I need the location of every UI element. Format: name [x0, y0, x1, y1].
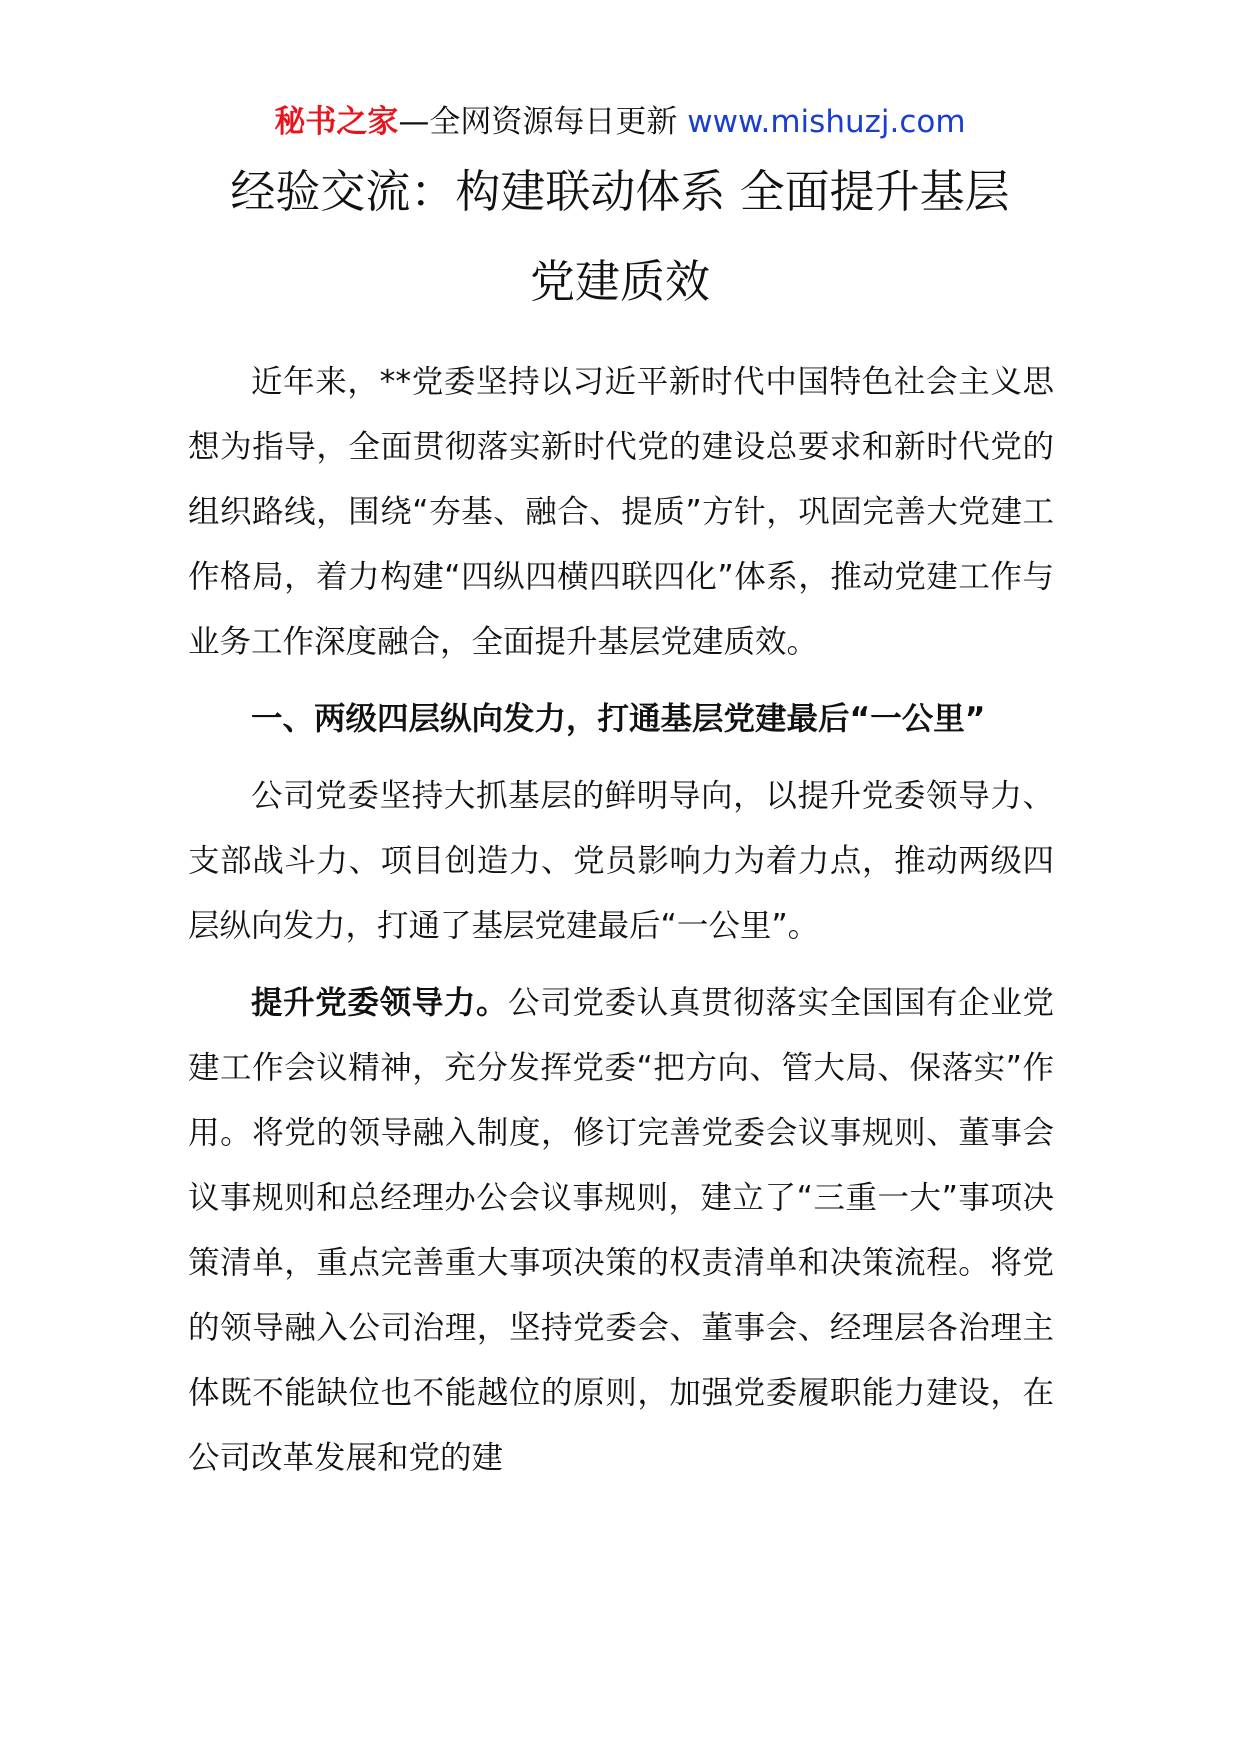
banner-url[interactable]: www.mishuzj.com: [687, 104, 966, 140]
document-body: [188, 350, 1054, 1491]
item-text: 公司党委认真贯彻落实全国国有企业党建工作会议精神，充分发挥党委“把方向、管大局、保落实”作用。将党的领导融入制度，修订完善党委会议事规则、董事会议事规则和总经理办公会议事规则，建立了“三重一大”事项决策清单，重点完善重大事项决策的权责清单和决策流程。将党的领导融入公司治理，坚持党委会、董事会、经理层各治理主体既不能缺位也不能越位的原则，加强党委履职能力建设，在公司改革发展和党的建: [188, 985, 1054, 1476]
item-paragraph: [188, 971, 1054, 1491]
site-banner: [0, 100, 1240, 144]
section-paragraph: 公司党委坚持大抓基层的鲜明导向，以提升党委领导力、支部战斗力、项目创造力、党员影响力为着力点，推动两级四层纵向发力，打通了基层党建最后“一公里”。: [188, 778, 1054, 944]
document-title-line1: 经验交流：构建联动体系 全面提升基层: [230, 165, 1010, 218]
document-title-line2: 党建质效: [529, 255, 710, 308]
section-heading: 一、两级四层纵向发力，打通基层党建最后“一公里”: [251, 701, 986, 737]
banner-slogan: —全网资源每日更新: [398, 104, 688, 140]
brand-name: 秘书之家: [274, 104, 399, 140]
item-lead: 提升党委领导力。: [251, 985, 509, 1021]
intro-paragraph: 近年来，**党委坚持以习近平新时代中国特色社会主义思想为指导，全面贯彻落实新时代党的建设总要求和新时代党的组织路线，围绕“夯基、融合、提质”方针，巩固完善大党建工作格局，着力构建“四纵四横四联四化”体系，推动党建工作与业务工作深度融合，全面提升基层党建质效。: [188, 364, 1054, 660]
